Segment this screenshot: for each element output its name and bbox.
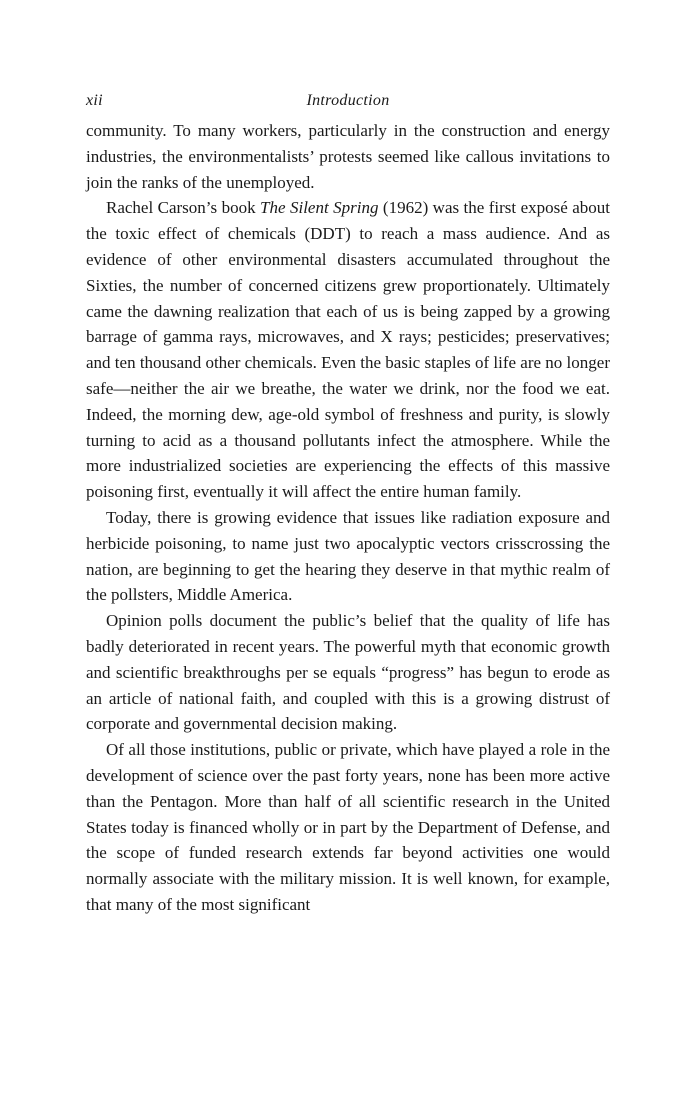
page-number: xii [86, 92, 103, 109]
body-text [86, 118, 610, 918]
running-head [86, 92, 610, 118]
paragraph-body-text: (1962) was the first exposé about the toxic effect of chemicals (DDT) to reach a mass audience. And as evidence of other environmental disasters accumulated throughout the Sixties, the number of concerned citizens grew proportionately. Ultimately came the dawning realization that each of us is being zapped by a growing barrage of gamma rays, microwaves, and X rays; pesticides; preservatives; and ten thousand other chemicals. Even the basic staples of life are no longer safe—neither the air we breathe, the water we drink, nor the food we eat. Indeed, the morning dew, age-old symbol of freshness and purity, is slowly turning to acid as a thousand pollutants infect the atmosphere. While the more industrialized societies are experiencing the effects of this massive poisoning first, eventually it will affect the entire human family. [86, 198, 610, 502]
running-title: Introduction [306, 92, 390, 109]
book-title: The Silent Spring [260, 198, 379, 218]
paragraph-carson [86, 195, 610, 505]
paragraph-opinion-polls: Opinion polls document the public’s belief that the quality of life has badly deteriorated in recent years. The powerful myth that economic growth and scientific breakthroughs per se equals “progress” has begun to erode as an article of national faith, and coupled with this is a growing distrust of corporate and governmental decision making. [86, 611, 610, 734]
paragraph-radiation: Today, there is growing evidence that issues like radiation exposure and herbicide poisoning, to name just two apocalyptic vectors crisscrossing the nation, are beginning to get the hearing they deserve in that mythic realm of the pollsters, Middle America. [86, 507, 610, 605]
paragraph-pentagon: Of all those institutions, public or private, which have played a role in the development of science over the past forty years, none has been more active than the Pentagon. More than half of all scientific research in the United States today is financed wholly or in part by the Department of Defense, and the scope of funded research extends far beyond activities one would normally associate with the military mission. It is well known, for example, that many of the most significant [86, 740, 610, 914]
paragraph-lead-text: Rachel Carson’s book [106, 198, 261, 218]
book-page [86, 92, 610, 918]
paragraph-continuation: community. To many workers, particularly in the construction and energy industries, the environmentalists’ protests seemed like callous invitations to join the ranks of the unemployed. [86, 121, 610, 192]
